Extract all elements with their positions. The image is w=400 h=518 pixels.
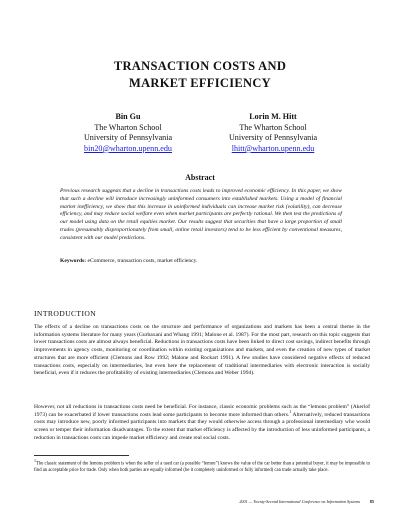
intro-paragraph-1: The effects of a decline on transactions costs on the structure and performance of organizations and markets has been a central theme in the information systems literature for many years (Gurbaxani and Whang 1991; Malone et al. 1987). For the most part, research on this topic suggests that lower transactions costs are almost always beneficial. Reductions in transactions costs have been linked to direct cost savings, indirect benefits through improvements in agency costs, monitoring or coordination within existing organizations and markets, and even the creation of new types of market structures that are more efficient (Clemons and Row 1992; Malone and Rockart 1991). A few studies have considered negative effects of reduced transactions costs, especially on intermediaries, but even here the replacement of traditional intermediaries with electronic interaction is socially beneficial, even if it reduces the profitability of existing intermediaries (Clemons and Weber 1994). [34, 324, 370, 377]
author-affiliation: The Wharton School [239, 122, 307, 132]
intro-paragraph-2 [34, 404, 370, 443]
author-block-2 [198, 112, 348, 154]
footnote-divider [34, 455, 129, 456]
footnote-text: The classic statement of the lemons problem is when the seller of a used car (a possible “lemon”) knows the value of the car better than a potential buyer, it may be impossible to find an acceptable price for trade. Only when both parties are equally informed (be it completely uninformed or fully informed) can trade actually take place. [34, 461, 370, 473]
author-email-link[interactable]: bin20@wharton.upenn.edu [84, 143, 172, 153]
footnote-marker: 1 [34, 458, 36, 463]
keywords-label: Keywords: [60, 258, 87, 264]
keywords [60, 258, 342, 266]
author-university: University of Pennsylvania [83, 133, 173, 143]
section-heading-introduction: INTRODUCTION [34, 309, 97, 318]
abstract-text: Previous research suggests that a decline in transactions costs leads to improved economic efficiency. In this paper, we show that such a decline will introduce increasingly uninformed consumers into established markets. Using a model of financial market inefficiency, we show that this increase in uninformed individuals can increase market risk (volatility), can decrease efficiency, and may reduce social welfare even when market participants are perfectly rational. We then test the predictions of our model using data on the retail equities market. Our results suggest that securities that have a large proportion of small trades (presumably disproportionately from small, online retail investors) tend to be less efficient by conventional measures, consistent with our model predictions. [60, 188, 342, 241]
author-affiliation: The Wharton School [94, 122, 162, 132]
title-line-2: MARKET EFFICIENCY [128, 76, 272, 90]
keywords-text: eCommerce, transaction costs, market efficiency. [87, 258, 198, 264]
footnote [34, 458, 370, 474]
abstract-heading: Abstract [185, 173, 215, 182]
paragraph-2-part-a: However, not all reductions in transactions costs need be beneficial. For instance, classic economic problems such as the “lemons problem” (Akerlof 1973) can be exacerbated if lower transactions costs lead some participants to become more informed than others. [34, 404, 370, 418]
running-footer: 2001 — Twenty-Second International Conference on Information Systems [239, 499, 360, 504]
footnote-ref: 1 [289, 408, 292, 414]
author-name: Lorin M. Hitt [249, 112, 297, 121]
author-email-link[interactable]: lhitt@wharton.upenn.edu [231, 143, 315, 153]
author-block-1 [53, 112, 203, 154]
author-name: Bin Gu [115, 112, 141, 121]
title-line-1: TRANSACTION COSTS AND [113, 59, 287, 73]
page-number: 85 [369, 499, 374, 504]
paragraph-2-part-b: Alternatively, reduced transactions costs may introduce new, poorly informed participants into markets that they would otherwise access through a professional intermediary who would screen or temper their information disadvantages. To the extent that market efficiency is affected by the introduction of less uninformed participants, a reduction in transactions costs can impede market efficiency and create real social costs. [34, 411, 370, 441]
paper-title [0, 58, 400, 92]
author-university: University of Pennsylvania [228, 133, 318, 143]
